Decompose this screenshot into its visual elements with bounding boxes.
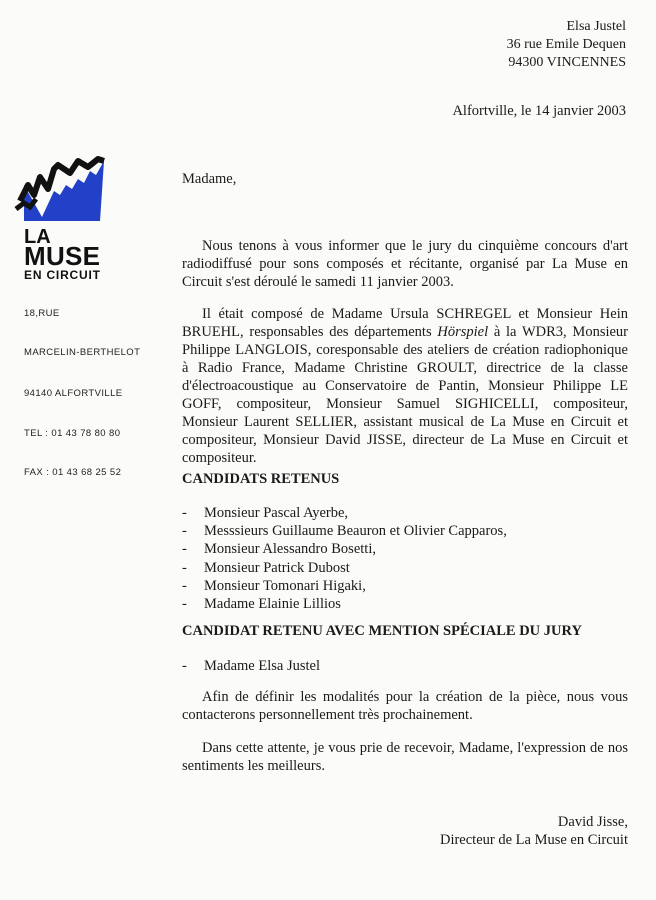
list-item: - Madame Elsa Justel <box>182 657 628 675</box>
svg-text:LA: LA <box>24 226 51 248</box>
list-item: - Madame Elainie Lillios <box>182 595 628 613</box>
recipient-city: 94300 VINCENNES <box>508 55 626 70</box>
sender-address-street2: MARCELIN-BERTHELOT <box>24 347 141 358</box>
svg-text:EN CIRCUIT: EN CIRCUIT <box>24 268 100 282</box>
paragraph-closing-text: Dans cette attente, je vous prie de recevoir, Madame, l'expression de nos sentiments les meilleurs. <box>182 740 628 774</box>
jury-italic-term: Hörspiel <box>437 324 489 340</box>
list-item: - Messsieurs Guillaume Beauron et Olivier Capparos, <box>182 522 628 540</box>
list-item: - Monsieur Patrick Dubost <box>182 559 628 577</box>
section-candidats-retenus <box>182 470 628 613</box>
jury-text-before: Il était composé de Madame Ursula SCHREGEL et Monsieur Hein BRUEHL, responsables des départements <box>182 306 628 340</box>
list-item: - Monsieur Pascal Ayerbe, <box>182 504 628 522</box>
salutation: Madame, <box>182 171 237 187</box>
recipient-street: 36 rue Emile Dequen <box>506 37 626 52</box>
svg-text:MUSE: MUSE <box>24 241 100 271</box>
section-mention-speciale <box>182 622 628 675</box>
recipient-address <box>507 18 626 72</box>
recipient-name: Elsa Justel <box>566 19 626 34</box>
mention-list <box>182 657 628 675</box>
list-item: - Monsieur Tomonari Higaki, <box>182 577 628 595</box>
signature-name: David Jisse, <box>557 814 628 830</box>
paragraph-jury <box>182 305 628 467</box>
sender-tel: TEL : 01 43 78 80 80 <box>24 428 121 439</box>
paragraph-intro-text: Nous tenons à vous informer que le jury du cinquième concours d'art radiodiffusé pour sons composés et récitante, organisé par La Muse en Circuit s'est déroulé le samedi 11 janvier 2003. <box>182 238 628 290</box>
section-title-mention: CANDIDAT RETENU AVEC MENTION SPÉCIALE DU JURY <box>182 623 582 639</box>
sender-fax: FAX : 01 43 68 25 52 <box>24 467 122 478</box>
paragraph-modalites <box>182 688 628 724</box>
sender-address-street: 18,RUE <box>24 308 60 319</box>
date-line: Alfortville, le 14 janvier 2003 <box>452 103 626 119</box>
paragraph-closing <box>182 739 628 775</box>
paragraph-modalites-text: Afin de définir les modalités pour la création de la pièce, nous vous contacterons personnellement très prochainement. <box>182 689 628 723</box>
sender-address-city: 94140 ALFORTVILLE <box>24 388 123 399</box>
candidates-list <box>182 504 628 613</box>
section-title-retenus: CANDIDATS RETENUS <box>182 471 340 487</box>
list-item: - Monsieur Alessandro Bosetti, <box>182 540 628 558</box>
jury-text-after: à la WDR3, Monsieur Philippe LANGLOIS, coresponsable des ateliers de création radiophonique à Radio France, Madame Christine GROULT, directrice de la classe d'électroacoustique au Conservatoire de Pantin, Monsieur Philippe LE GOFF, compositeur, Monsieur Samuel SIGHICELLI, compositeur, Monsieur Laurent SELLIER, assistant musical de La Muse en Circuit et compositeur, Monsieur David JISSE, directeur de La Muse en Circuit et compositeur. <box>182 324 628 466</box>
muse-en-circuit-logo <box>14 155 110 285</box>
signature-title: Directeur de La Muse en Circuit <box>439 832 628 848</box>
paragraph-intro <box>182 237 628 291</box>
signature-block <box>440 813 628 849</box>
